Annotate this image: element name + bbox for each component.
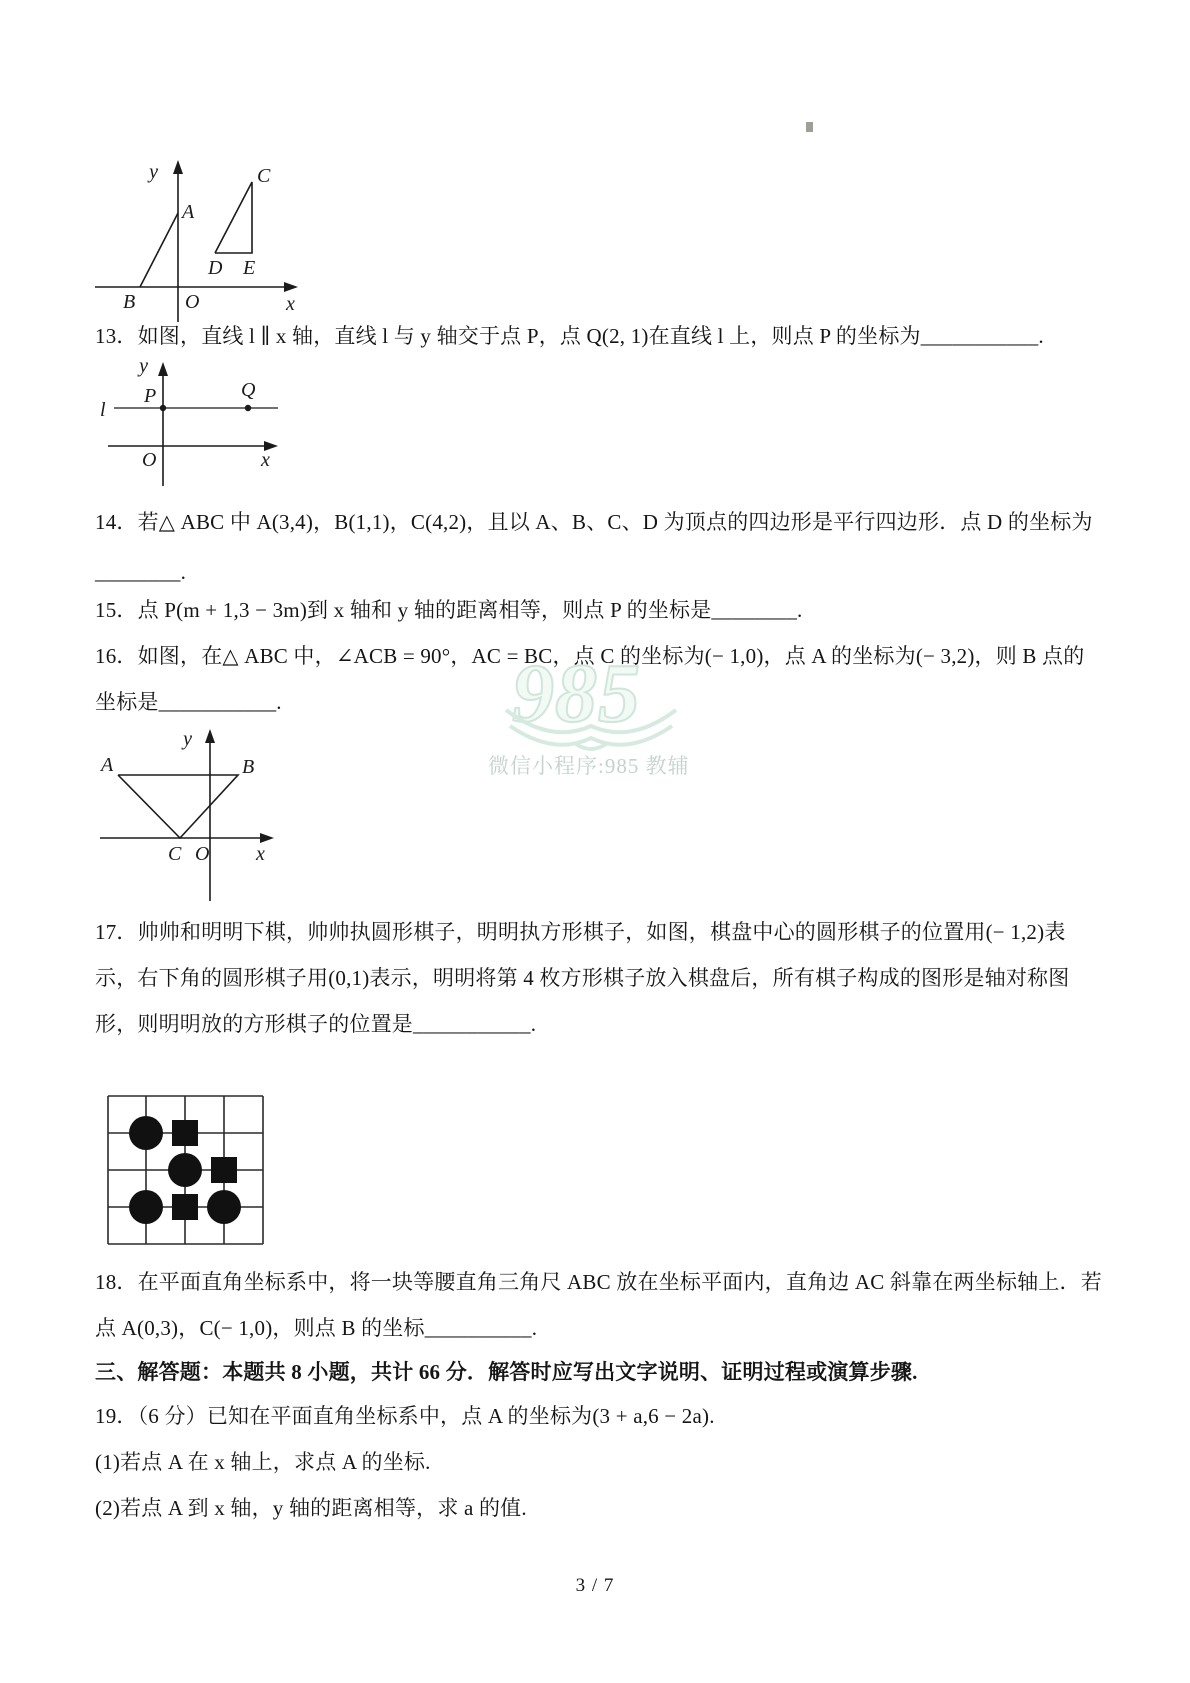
circle-piece — [207, 1190, 241, 1224]
label-C: C — [257, 165, 271, 187]
question-19-line1: 19．（6 分）已知在平面直角坐标系中，点 A 的坐标为(3 + a,6 − 2a). — [95, 1404, 715, 1428]
label-E: E — [243, 257, 256, 279]
question-14-line2: ________. — [95, 560, 187, 584]
question-16-line1: 16．如图，在△ ABC 中，∠ACB = 90°，AC = BC，点 C 的坐标为(− 1,0)，点 A 的坐标为(− 3,2)，则 B 点的 — [95, 644, 1085, 668]
question-19-part1: (1)若点 A 在 x 轴上，求点 A 的坐标. — [95, 1450, 431, 1474]
label-B: B — [123, 291, 136, 313]
question-17-line1: 17．帅帅和明明下棋，帅帅执圆形棋子，明明执方形棋子，如图，棋盘中心的圆形棋子的位置用(− 1,2)表 — [95, 920, 1066, 944]
label-O: O — [142, 449, 157, 471]
section-3-header: 三、解答题：本题共 8 小题，共计 66 分．解答时应写出文字说明、证明过程或演算步骤. — [95, 1360, 918, 1384]
question-17-line3: 形，则明明放的方形棋子的位置是___________. — [95, 1012, 537, 1036]
y-axis-arrow-icon — [158, 362, 168, 376]
figure-q16-triangle — [98, 723, 283, 915]
question-17-line2: 示，右下角的圆形棋子用(0,1)表示，明明将第 4 枚方形棋子放入棋盘后，所有棋子构成的图形是轴对称图 — [95, 966, 1070, 990]
label-x: x — [261, 449, 270, 471]
question-18-line2: 点 A(0,3)，C(− 1,0)，则点 B 的坐标__________. — [95, 1316, 538, 1340]
label-A: A — [101, 754, 114, 776]
label-x: x — [286, 293, 295, 315]
artifact-speck — [806, 122, 813, 132]
label-l: l — [100, 399, 106, 421]
label-x: x — [256, 843, 265, 865]
point-Q — [245, 405, 251, 411]
question-14-line1: 14．若△ ABC 中 A(3,4)，B(1,1)，C(4,2)，且以 A、B、C、D 为顶点的四边形是平行四边形．点 D 的坐标为 — [95, 510, 1093, 534]
label-y: y — [149, 161, 158, 183]
label-B: B — [242, 756, 255, 778]
circle-piece — [168, 1153, 202, 1187]
figure-q13-line-l — [98, 358, 293, 490]
question-19-part2: (2)若点 A 到 x 轴，y 轴的距离相等，求 a 的值. — [95, 1496, 527, 1520]
watermark-985: 985 — [512, 647, 641, 740]
x-axis-arrow-icon — [284, 282, 298, 292]
label-O: O — [195, 843, 210, 865]
label-Q: Q — [241, 379, 256, 401]
label-y: y — [183, 728, 192, 750]
question-15-text: 15．点 P(m + 1,3 − 3m)到 x 轴和 y 轴的距离相等，则点 P 的坐标是________. — [95, 598, 803, 622]
label-y: y — [139, 358, 148, 377]
label-C: C — [168, 843, 182, 865]
circle-piece — [129, 1190, 163, 1224]
question-13-text: 13．如图，直线 l ∥ x 轴，直线 l 与 y 轴交于点 P，点 Q(2, 1)在直线 l 上，则点 P 的坐标为___________. — [95, 324, 1044, 348]
triangle-ABC — [118, 775, 238, 838]
figure-q17-board — [107, 1095, 265, 1247]
label-P: P — [144, 385, 157, 407]
figure-q12-triangles — [90, 140, 305, 325]
square-piece — [172, 1194, 198, 1220]
label-O: O — [185, 291, 200, 313]
x-axis-arrow-icon — [260, 833, 274, 843]
label-A: A — [182, 201, 195, 223]
question-16-line2: 坐标是___________. — [95, 690, 282, 714]
circle-piece — [129, 1116, 163, 1150]
point-P — [160, 405, 166, 411]
page-number: 3 / 7 — [575, 1575, 615, 1596]
y-axis-arrow-icon — [173, 160, 183, 174]
question-18-line1: 18．在平面直角坐标系中，将一块等腰直角三角尺 ABC 放在坐标平面内，直角边 AC 斜靠在两坐标轴上．若 — [95, 1270, 1102, 1294]
square-piece — [211, 1157, 237, 1183]
segment-BA — [140, 213, 178, 287]
square-piece — [172, 1120, 198, 1146]
triangle-CDE — [215, 182, 252, 253]
label-D: D — [208, 257, 223, 279]
y-axis-arrow-icon — [205, 729, 215, 743]
watermark-caption: 微信小程序:985 教辅 — [488, 754, 690, 778]
